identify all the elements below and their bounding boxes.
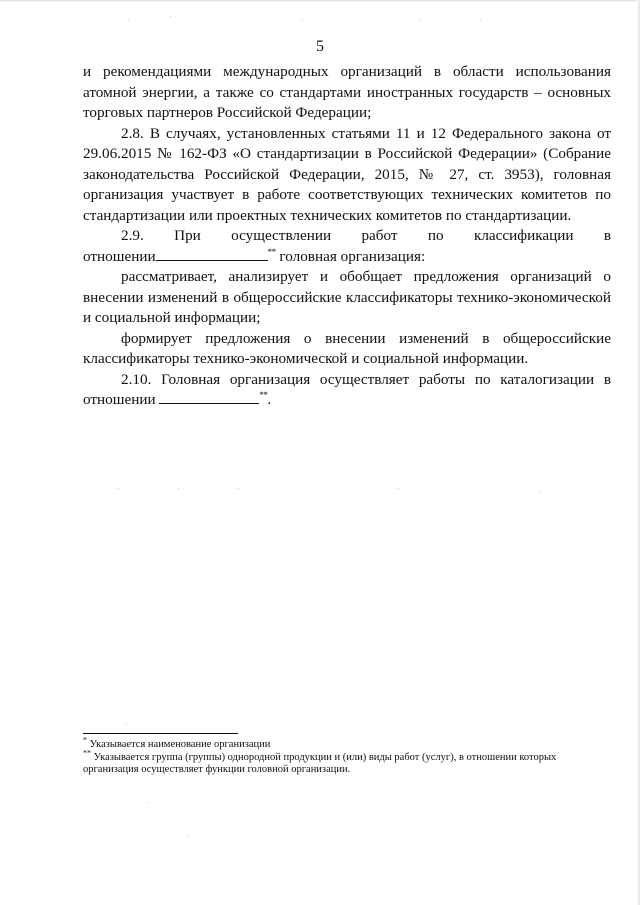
scan-speck (188, 836, 189, 837)
paragraph-continuation: и рекомендациями международных организаций в области использования атомной энергии, а также со стандартами иностранных государств – основных торговых партнеров Российской Федерации; (83, 63, 611, 121)
footnote-ref: ** (259, 389, 268, 400)
paragraph-2-9-word: работ (361, 227, 398, 244)
footnote-1-text: Указывается наименование организации (89, 739, 271, 750)
paragraph-2-9-word: осуществлении (231, 227, 332, 244)
paragraph-2-9-lead: отношении (83, 247, 156, 265)
scan-speck (540, 492, 541, 493)
paragraph-2-9-word: классификации (473, 227, 574, 244)
scan-speck (170, 16, 171, 17)
scan-speck (238, 488, 239, 489)
footnote-1-mark: * (83, 735, 87, 745)
scan-speck (398, 488, 399, 489)
paragraph-2-9-line2 (83, 247, 611, 268)
paragraph-reviews: рассматривает, анализирует и обобщает предложения организаций о внесении изменений в общероссийские классификаторы технико-экономической и социальной информации; (83, 268, 611, 326)
scan-speck (302, 20, 303, 21)
document-body (83, 62, 611, 411)
scan-speck (126, 723, 127, 724)
paragraph-2-10-end: . (267, 391, 272, 408)
footnote-2 (83, 748, 603, 777)
paragraph-2-10 (83, 370, 611, 411)
paragraph-2-9-number: 2.9. (121, 227, 144, 244)
paragraph-2-9-word: При (174, 227, 201, 244)
footnote-2-text: Указывается группа (группы) однородной продукции и (или) виды работ (услуг), в отношении которых организация осуществляет функции головной организации. (83, 751, 557, 775)
paragraph-2-9-word: в (603, 227, 611, 244)
paragraph-2-10-text: 2.10. Головная организация осуществляет работы по каталогизации в отношении (83, 370, 611, 408)
paragraph-2-9-word: по (427, 227, 444, 244)
blank-line (156, 248, 268, 261)
footnote-ref: ** (267, 246, 276, 257)
scan-speck (128, 20, 129, 21)
footnote-1 (83, 735, 603, 752)
scan-edge-top (0, 0, 640, 2)
scan-speck (480, 20, 481, 21)
paragraph-2-8: 2.8. В случаях, установленных статьями 11 и 12 Федерального закона от 29.06.2015 № 162-ФЗ «О стандартизации в Российской Федерации» (Собрание законодательства Российской Федерации, 2015, № 27, ст. 3953), головная организация участвует в работе соответствующих технических комитетов по стандартизации или проектных технических комитетов по стандартизации. (83, 124, 611, 224)
page-number: 5 (316, 38, 324, 55)
paragraph-2-9-line1 (83, 226, 611, 247)
scan-speck (178, 488, 179, 489)
scan-speck (118, 488, 119, 489)
footnote-2-mark: ** (83, 748, 91, 757)
scan-speck (148, 802, 149, 803)
paragraph-forms: формирует предложения о внесении изменений в общероссийские классификаторы технико-экономической и социальной информации. (83, 329, 611, 367)
blank-line (159, 391, 259, 404)
scan-speck (420, 20, 421, 21)
footnotes (83, 735, 603, 777)
footnote-separator (83, 733, 238, 734)
paragraph-2-9-tail: головная организация: (279, 247, 426, 265)
